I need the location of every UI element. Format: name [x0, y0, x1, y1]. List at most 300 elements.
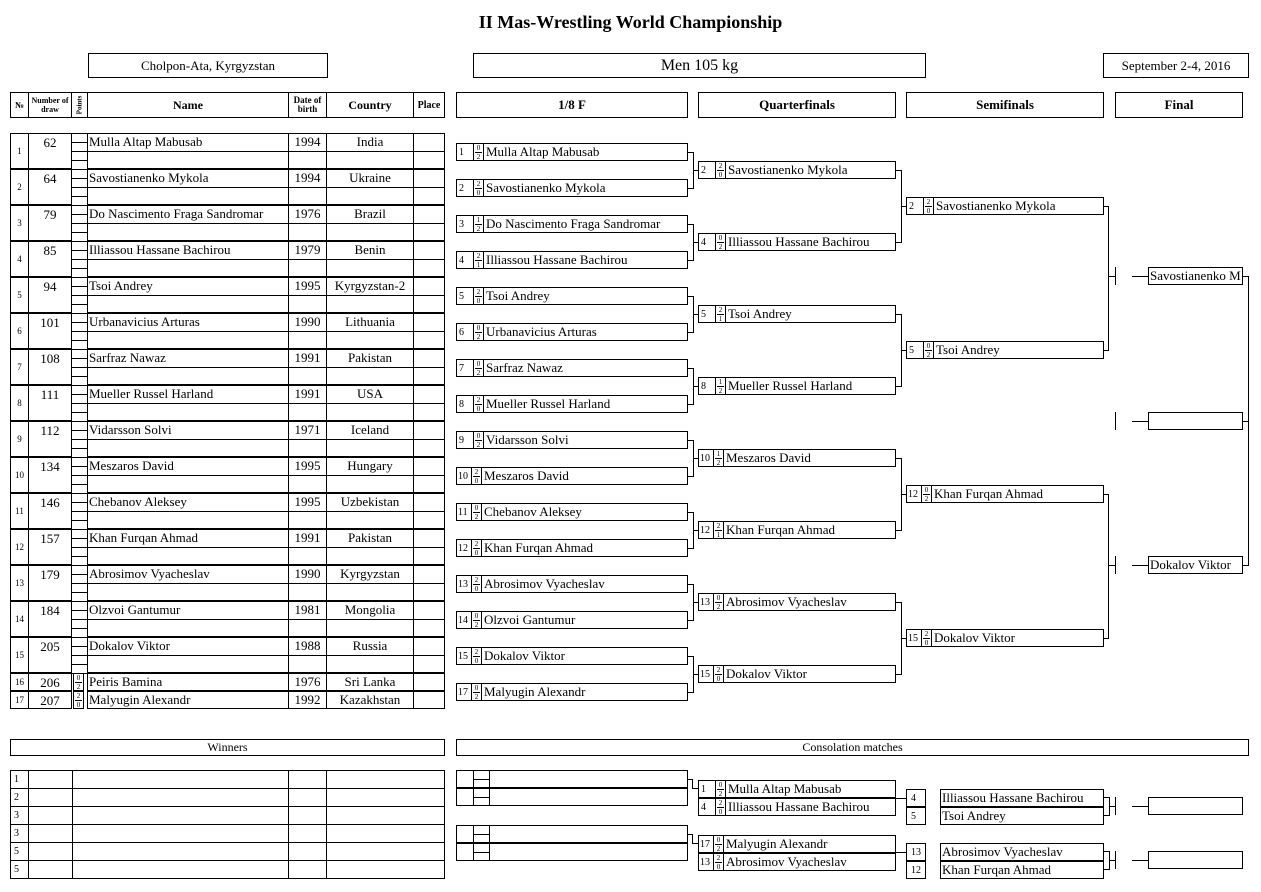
empty-slot: [456, 843, 688, 861]
slot-score: [715, 233, 726, 251]
qf-slot: [698, 593, 896, 611]
slot-name: Sarfraz Nawaz: [486, 360, 563, 375]
slot-seed: 17: [700, 839, 710, 850]
winner-draw: [28, 770, 73, 789]
score-top: 1: [716, 449, 721, 458]
bracket-connector: [1108, 494, 1109, 639]
slot-seed: 3: [459, 219, 464, 230]
score-top: 2: [474, 467, 479, 476]
participant-draw: 184: [28, 601, 72, 637]
participant-name: Dokalov Viktor: [87, 637, 289, 673]
participant-no: 6: [10, 313, 29, 349]
slot-name: Abrosimov Vyacheslav: [726, 854, 847, 869]
participant-place: [413, 691, 445, 709]
row-divider: [88, 547, 445, 548]
r16-slot: [456, 431, 688, 449]
bracket-connector: [693, 314, 698, 315]
consolation-title: Consolation matches: [456, 739, 1249, 756]
participant-draw: 108: [28, 349, 72, 385]
slot-score: [473, 215, 484, 233]
participant-name: Illiassou Hassane Bachirou: [87, 241, 289, 277]
slot-score: [471, 683, 482, 701]
r16-slot: [456, 611, 688, 629]
empty-slot: [456, 788, 688, 806]
empty-score-divider: [473, 797, 490, 798]
slot-seed: 13: [458, 579, 468, 590]
slot-score: [713, 835, 724, 853]
score-top: 2: [716, 853, 721, 862]
consolation-r1-slot: [698, 853, 896, 871]
slot-seed: 13: [700, 597, 710, 608]
slot-seed: 15: [700, 669, 710, 680]
score-top: 2: [474, 539, 479, 548]
slot-score: [715, 798, 726, 816]
participant-draw: 62: [28, 133, 72, 169]
consolation-r1-slot: [698, 835, 896, 853]
slot-score-empty: [925, 807, 941, 825]
winner-country: [326, 824, 445, 843]
participant-name: Tsoi Andrey: [87, 277, 289, 313]
slot-seed: 10: [700, 453, 710, 464]
qf-slot: [698, 521, 896, 539]
slot-name: Tsoi Andrey: [936, 342, 1000, 357]
score-top: 0: [924, 485, 929, 494]
participant-country: Sri Lanka: [326, 673, 414, 691]
participant-draw: 94: [28, 277, 72, 313]
slot-seed: 12: [458, 543, 468, 554]
participant-name: Mueller Russel Harland: [87, 385, 289, 421]
slot-name: Mulla Altap Mabusab: [486, 144, 600, 159]
participant-place: [413, 673, 445, 691]
winner-dob: [288, 770, 327, 789]
slot-seed: 13: [700, 857, 710, 868]
header-country: Country: [326, 92, 414, 118]
participant-name: Do Nascimento Fraga Sandromar: [87, 205, 289, 241]
winner-dob: [288, 824, 327, 843]
participant-dob: 1976: [288, 205, 327, 241]
header-points-label: Points: [75, 95, 84, 115]
winner-place: 3: [10, 806, 29, 825]
score-bottom: 2: [476, 368, 481, 377]
slot-name: Olzvoi Gantumur: [484, 612, 576, 627]
r16-slot: [456, 251, 688, 269]
row-divider: [88, 223, 445, 224]
slot-name: Abrosimov Vyacheslav: [942, 844, 1063, 859]
bracket-connector: [693, 530, 698, 531]
participant-no: 14: [10, 601, 29, 637]
sf-slot: [906, 197, 1104, 215]
slot-seed: 2: [459, 183, 464, 194]
slot-seed: 14: [458, 615, 468, 626]
slot-score: [471, 467, 482, 485]
participant-name: Vidarsson Solvi: [87, 421, 289, 457]
score-bottom: 0: [474, 476, 479, 485]
score-top: 2: [718, 161, 723, 170]
score-top: 0: [474, 503, 479, 512]
slot-name: Do Nascimento Fraga Sandromar: [486, 216, 661, 231]
participant-no: 3: [10, 205, 29, 241]
row-divider: [88, 295, 445, 296]
consolation-r2-slot: [906, 789, 1104, 807]
winner-name: [72, 806, 289, 825]
bracket-connector: [693, 458, 698, 459]
result-seed-cell: [1116, 797, 1133, 815]
participant-score: [73, 691, 84, 709]
qf-slot: [698, 233, 896, 251]
score-top: 0: [476, 323, 481, 332]
winner-name: [72, 788, 289, 807]
r16-slot: [456, 503, 688, 521]
slot-seed: 4: [459, 255, 464, 266]
final-name: Dokalov Viktor: [1150, 557, 1231, 572]
score-bottom: 2: [716, 458, 721, 467]
winner-place: 2: [10, 788, 29, 807]
slot-seed: 2: [701, 165, 706, 176]
participant-dob: 1995: [288, 493, 327, 529]
slot-name: Mulla Altap Mabusab: [728, 781, 842, 796]
slot-name: Mueller Russel Harland: [486, 396, 611, 411]
winner-name: [72, 842, 289, 861]
score-bottom: 2: [474, 620, 479, 629]
slot-score-empty: [925, 843, 941, 861]
r16-slot: [456, 215, 688, 233]
participant-country: Kyrgyzstan-2: [326, 277, 414, 313]
qf-slot: [698, 449, 896, 467]
r16-slot: [456, 647, 688, 665]
winner-dob: [288, 806, 327, 825]
participant-country: Hungary: [326, 457, 414, 493]
bracket-connector: [693, 386, 698, 387]
slot-name: Illiassou Hassane Bachirou: [728, 799, 870, 814]
winner-place: 3: [10, 824, 29, 843]
score-bottom: 1: [476, 260, 481, 269]
score-bottom: 2: [476, 152, 481, 161]
bracket-connector: [1243, 421, 1249, 422]
slot-name: Khan Furqan Ahmad: [726, 522, 836, 537]
empty-score-col: [473, 770, 490, 806]
participant-draw: 111: [28, 385, 72, 421]
winner-dob: [288, 860, 327, 879]
bracket-connector: [896, 852, 906, 853]
score-top: 0: [476, 143, 481, 152]
score-bottom: 2: [924, 494, 929, 503]
participant-dob: 1995: [288, 457, 327, 493]
winner-dob: [288, 842, 327, 861]
row-divider: [88, 655, 445, 656]
slot-seed: 12: [700, 525, 710, 536]
slot-seed: 5: [459, 291, 464, 302]
slot-score: [921, 485, 932, 503]
slot-name: Illiassou Hassane Bachirou: [486, 252, 628, 267]
participant-no: 15: [10, 637, 29, 673]
slot-score-empty: [925, 789, 941, 807]
score-top: 0: [926, 341, 931, 350]
participant-no: 10: [10, 457, 29, 493]
slot-name: Savostianenko Mykola: [486, 180, 606, 195]
round-header-r16: 1/8 F: [456, 92, 688, 118]
empty-score-divider: [473, 779, 490, 780]
bracket-connector: [901, 494, 906, 495]
score-top: 2: [718, 798, 723, 807]
participant-country: Pakistan: [326, 349, 414, 385]
participant-no: 7: [10, 349, 29, 385]
sf-slot: [906, 485, 1104, 503]
score-top: 1: [476, 215, 481, 224]
slot-score: [715, 161, 726, 179]
r16-slot: [456, 359, 688, 377]
participant-name: Abrosimov Vyacheslav: [87, 565, 289, 601]
slot-seed: 12: [911, 865, 921, 876]
slot-seed: 13: [911, 847, 921, 858]
slot-score: [471, 647, 482, 665]
slot-name: Illiassou Hassane Bachirou: [728, 234, 870, 249]
slot-score: [471, 611, 482, 629]
winner-draw: [28, 824, 73, 843]
qf-slot: [698, 665, 896, 683]
participant-draw: 206: [28, 673, 72, 691]
slot-score: [471, 503, 482, 521]
slot-score: [923, 341, 934, 359]
r16-slot: [456, 575, 688, 593]
winner-draw: [28, 788, 73, 807]
score-top: 2: [476, 287, 481, 296]
bracket-connector: [693, 242, 698, 243]
participant-dob: 1981: [288, 601, 327, 637]
participant-no: 16: [10, 673, 29, 691]
participant-name: Meszaros David: [87, 457, 289, 493]
score-top: 2: [474, 647, 479, 656]
final-name: Savostianenko M: [1150, 268, 1241, 283]
slot-seed: 8: [459, 399, 464, 410]
score-bottom: 2: [76, 682, 81, 691]
winner-name: [72, 770, 289, 789]
row-divider: [88, 619, 445, 620]
bracket-connector: [693, 602, 698, 603]
slot-seed: 4: [701, 237, 706, 248]
row-divider: [88, 187, 445, 188]
slot-name: Meszaros David: [726, 450, 811, 465]
slot-seed: 5: [701, 309, 706, 320]
row-divider: [88, 475, 445, 476]
score-bottom: 2: [474, 692, 479, 701]
score-bottom: 0: [474, 584, 479, 593]
participant-dob: 1991: [288, 385, 327, 421]
participant-no: 2: [10, 169, 29, 205]
r16-slot: [456, 539, 688, 557]
score-bottom: 0: [76, 700, 81, 709]
participant-draw: 79: [28, 205, 72, 241]
score-bottom: 2: [716, 602, 721, 611]
slot-name: Dokalov Viktor: [484, 648, 565, 663]
winner-draw: [28, 842, 73, 861]
score-top: 0: [476, 359, 481, 368]
slot-score: [473, 395, 484, 413]
slot-score: [713, 853, 724, 871]
final-slot: [1115, 556, 1243, 574]
final-slot: [1115, 267, 1243, 285]
participant-name: Khan Furqan Ahmad: [87, 529, 289, 565]
participant-country: Kazakhstan: [326, 691, 414, 709]
slot-name: Savostianenko Mykola: [936, 198, 1056, 213]
empty-score-col: [473, 825, 490, 861]
slot-seed: 6: [459, 327, 464, 338]
dates-box: September 2-4, 2016: [1103, 53, 1249, 78]
winners-title: Winners: [10, 739, 445, 756]
bracket-connector: [1108, 276, 1115, 277]
header-name: Name: [87, 92, 289, 118]
participant-country: Kyrgyzstan: [326, 565, 414, 601]
participant-dob: 1979: [288, 241, 327, 277]
empty-score-divider: [473, 852, 490, 853]
slot-score: [473, 323, 484, 341]
slot-name: Khan Furqan Ahmad: [942, 862, 1052, 877]
slot-score: [473, 251, 484, 269]
participant-dob: 1994: [288, 133, 327, 169]
location-box: Cholpon-Ata, Kyrgyzstan: [88, 53, 328, 78]
score-bottom: 0: [474, 548, 479, 557]
page-title: II Mas-Wrestling World Championship: [478, 12, 783, 32]
participant-draw: 101: [28, 313, 72, 349]
participant-dob: 1994: [288, 169, 327, 205]
participant-draw: 146: [28, 493, 72, 529]
participant-country: Brazil: [326, 205, 414, 241]
slot-score: [921, 629, 932, 647]
score-bottom: 0: [476, 296, 481, 305]
slot-score-empty: [925, 861, 941, 879]
slot-seed: 2: [909, 201, 914, 212]
score-top: 0: [476, 431, 481, 440]
row-divider: [88, 439, 445, 440]
score-top: 2: [76, 691, 81, 700]
participant-no: 8: [10, 385, 29, 421]
bracket-connector: [901, 206, 906, 207]
slot-name: Urbanavicius Arturas: [486, 324, 597, 339]
slot-seed: 5: [911, 811, 916, 822]
score-top: 0: [718, 233, 723, 242]
slot-name: Abrosimov Vyacheslav: [484, 576, 605, 591]
slot-name: Malyugin Alexandr: [726, 836, 828, 851]
slot-name: Tsoi Andrey: [942, 808, 1006, 823]
score-bottom: 2: [476, 224, 481, 233]
r16-slot: [456, 395, 688, 413]
slot-seed: 15: [908, 633, 918, 644]
participant-draw: 207: [28, 691, 72, 709]
winner-country: [326, 806, 445, 825]
slot-seed: 4: [701, 802, 706, 813]
participant-dob: 1995: [288, 277, 327, 313]
participant-country: Uzbekistan: [326, 493, 414, 529]
score-bottom: 1: [718, 314, 723, 323]
winner-country: [326, 770, 445, 789]
winner-place: 5: [10, 860, 29, 879]
slot-name: Khan Furqan Ahmad: [484, 540, 594, 555]
score-bottom: 0: [718, 807, 723, 816]
slot-name: Mueller Russel Harland: [728, 378, 853, 393]
row-divider: [88, 583, 445, 584]
consolation-r2-slot: [906, 843, 1104, 861]
result-score-divider: [1132, 860, 1149, 861]
category-box: Men 105 kg: [473, 53, 926, 78]
consolation-result-slot: [1115, 851, 1243, 869]
consolation-result-slot: [1115, 797, 1243, 815]
slot-name: Tsoi Andrey: [486, 288, 550, 303]
participant-country: Benin: [326, 241, 414, 277]
participant-name: Savostianenko Mykola: [87, 169, 289, 205]
slot-score: [473, 359, 484, 377]
row-divider: [88, 511, 445, 512]
row-divider: [88, 403, 445, 404]
participant-name: Sarfraz Nawaz: [87, 349, 289, 385]
participant-country: USA: [326, 385, 414, 421]
consolation-r2-slot: [906, 861, 1104, 879]
slot-name: Abrosimov Vyacheslav: [726, 594, 847, 609]
score-bottom: 2: [476, 332, 481, 341]
slot-score: [473, 143, 484, 161]
participant-name: Olzvoi Gantumur: [87, 601, 289, 637]
score-top: 2: [716, 665, 721, 674]
score-top: 2: [926, 197, 931, 206]
slot-score: [471, 539, 482, 557]
score-top: 2: [476, 251, 481, 260]
score-bottom: 1: [716, 530, 721, 539]
champion-slot: [1115, 412, 1243, 430]
bracket-connector: [901, 638, 906, 639]
score-bottom: 2: [716, 844, 721, 853]
participant-name: Malyugin Alexandr: [87, 691, 289, 709]
participant-country: India: [326, 133, 414, 169]
participant-draw: 157: [28, 529, 72, 565]
participant-name: Chebanov Aleksey: [87, 493, 289, 529]
slot-seed: 17: [458, 687, 468, 698]
slot-score: [715, 305, 726, 323]
winner-name: [72, 860, 289, 879]
participant-dob: 1990: [288, 565, 327, 601]
score-bottom: 0: [924, 638, 929, 647]
slot-name: Illiassou Hassane Bachirou: [942, 790, 1084, 805]
participant-dob: 1988: [288, 637, 327, 673]
sf-slot: [906, 629, 1104, 647]
bracket-connector: [1108, 206, 1109, 351]
slot-score: [473, 179, 484, 197]
consolation-r1-slot: [698, 798, 896, 816]
participant-dob: 1992: [288, 691, 327, 709]
winner-country: [326, 860, 445, 879]
score-bottom: 0: [718, 170, 723, 179]
bracket-connector: [901, 350, 906, 351]
slot-name: Chebanov Aleksey: [484, 504, 582, 519]
round-header-sf: Semifinals: [906, 92, 1104, 118]
score-top: 2: [476, 395, 481, 404]
slot-seed: 9: [459, 435, 464, 446]
slot-score: [923, 197, 934, 215]
score-top: 0: [718, 780, 723, 789]
winner-dob: [288, 788, 327, 807]
empty-score-divider: [473, 834, 490, 835]
slot-score: [713, 593, 724, 611]
score-bottom: 2: [476, 440, 481, 449]
r16-slot: [456, 683, 688, 701]
score-bottom: 2: [718, 789, 723, 798]
score-bottom: 0: [476, 404, 481, 413]
slot-score: [471, 575, 482, 593]
score-bottom: 2: [926, 350, 931, 359]
final-seed-cell: [1116, 267, 1133, 285]
winner-place: 5: [10, 842, 29, 861]
participant-dob: 1971: [288, 421, 327, 457]
slot-name: Savostianenko Mykola: [728, 162, 848, 177]
round-header-qf: Quarterfinals: [698, 92, 896, 118]
empty-slot: [456, 825, 688, 843]
